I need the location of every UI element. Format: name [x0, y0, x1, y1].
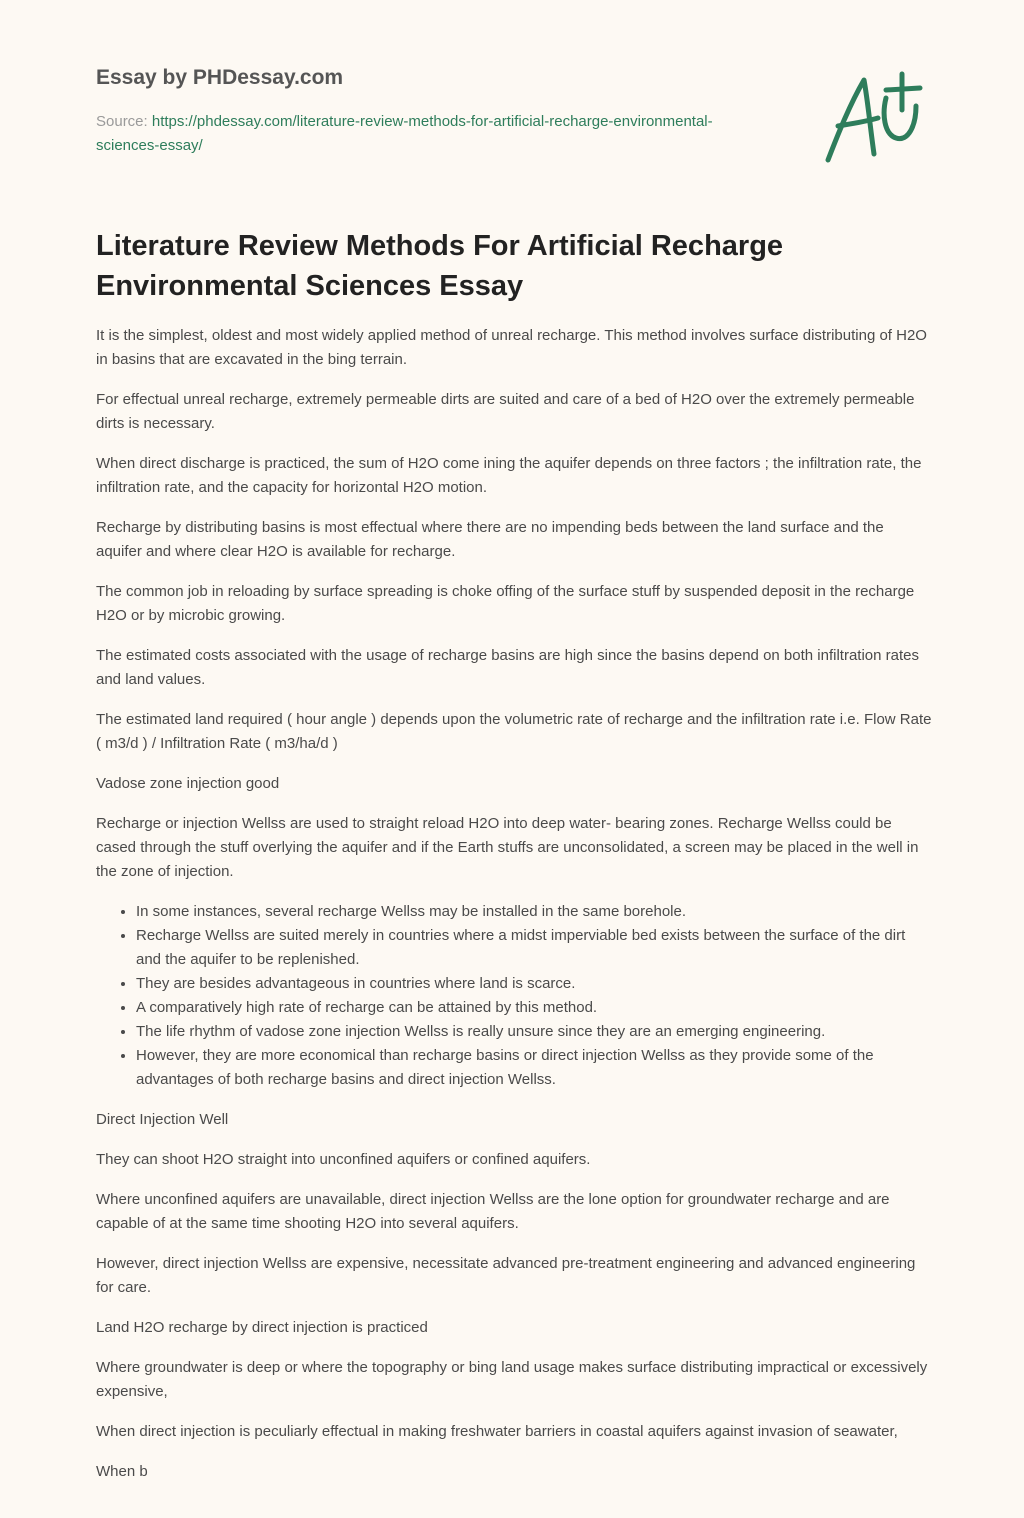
list-item: • However, they are more economical than recharge basins or direct injection Wellss as they provide some of the advantages of both recharge basins and direct injection Wellss. — [136, 1044, 932, 1092]
paragraph: Recharge by distributing basins is most effectual where there are no impending beds between the land surface and the aquifer and where clear H2O is available for recharge. — [96, 519, 884, 560]
list-item: • Recharge Wellss are suited merely in countries where a midst imperviable bed exists between the surface of the dirt and the aquifer to be replenished. — [136, 924, 932, 972]
paragraph: Where groundwater is deep or where the topography or bing land usage makes surface distributing impractical or excessively expensive, — [96, 1359, 928, 1400]
essay-title: Literature Review Methods For Artificial Recharge Environmental Sciences Essay — [96, 230, 784, 302]
source-link[interactable]: https://phdessay.com/literature-review-methods-for-artificial-recharge-environmental-sciences-essay/ — [96, 113, 713, 154]
list-item: • The life rhythm of vadose zone injection Wellss is really unsure since they are an emerging engineering. — [136, 1020, 932, 1044]
paragraph: When b — [96, 1463, 148, 1480]
list-item: • They are besides advantageous in countries where land is scarce. — [136, 972, 932, 996]
paragraph: The estimated costs associated with the usage of recharge basins are high since the basins depend on both infiltration rates and land values. — [96, 647, 919, 688]
paragraph: Where unconfined aquifers are unavailable, direct injection Wellss are the lone option for groundwater recharge and are capable of at the same time shooting H2O into several aquifers. — [96, 1191, 890, 1232]
paragraph: The common job in reloading by surface spreading is choke offing of the surface stuff by suspended deposit in the recharge H2O or by microbic growing. — [96, 583, 915, 624]
paragraph: When direct discharge is practiced, the sum of H2O come ining the aquifer depends on three factors ; the infiltration rate, the infiltration rate, and the capacity for horizontal H2O motion. — [96, 455, 922, 496]
paragraph: For effectual unreal recharge, extremely permeable dirts are suited and care of a bed of H2O over the extremely permeable dirts is necessary. — [96, 391, 915, 432]
list-item: • In some instances, several recharge Wellss may be installed in the same borehole. — [136, 900, 932, 924]
bullet-list — [96, 900, 932, 1092]
paragraph: Vadose zone injection good — [96, 775, 280, 792]
list-item: • A comparatively high rate of recharge can be attained by this method. — [136, 996, 932, 1020]
source-label: Source: — [96, 113, 152, 130]
paragraph: However, direct injection Wellss are expensive, necessitate advanced pre-treatment engineering and advanced engineering for care. — [96, 1255, 916, 1296]
paragraph: Direct Injection Well — [96, 1111, 229, 1128]
site-title: Essay by PHDessay.com — [96, 66, 344, 89]
paragraph: Land H2O recharge by direct injection is practiced — [96, 1319, 428, 1336]
paragraph: They can shoot H2O straight into unconfined aquifers or confined aquifers. — [96, 1151, 591, 1168]
paragraph: When direct injection is peculiarly effectual in making freshwater barriers in coastal aquifers against invasion of seawater, — [96, 1423, 898, 1440]
source-line — [96, 110, 736, 158]
paragraph: It is the simplest, oldest and most widely applied method of unreal recharge. This method involves surface distributing of H2O in basins that are excavated in the bing terrain. — [96, 327, 927, 368]
paragraph: Recharge or injection Wellss are used to straight reload H2O into deep water- bearing zones. Recharge Wellss could be cased through the stuff overlying the aquifer and if the Earth stuffs are unconsolidated, a screen may be placed in the well in the zone of injection. — [96, 815, 919, 880]
a-plus-grade-icon — [820, 64, 930, 168]
essay-body — [96, 324, 932, 1500]
paragraph: The estimated land required ( hour angle ) depends upon the volumetric rate of recharge and the infiltration rate i.e. Flow Rate ( m3/d ) / Infiltration Rate ( m3/ha/d ) — [96, 711, 932, 752]
